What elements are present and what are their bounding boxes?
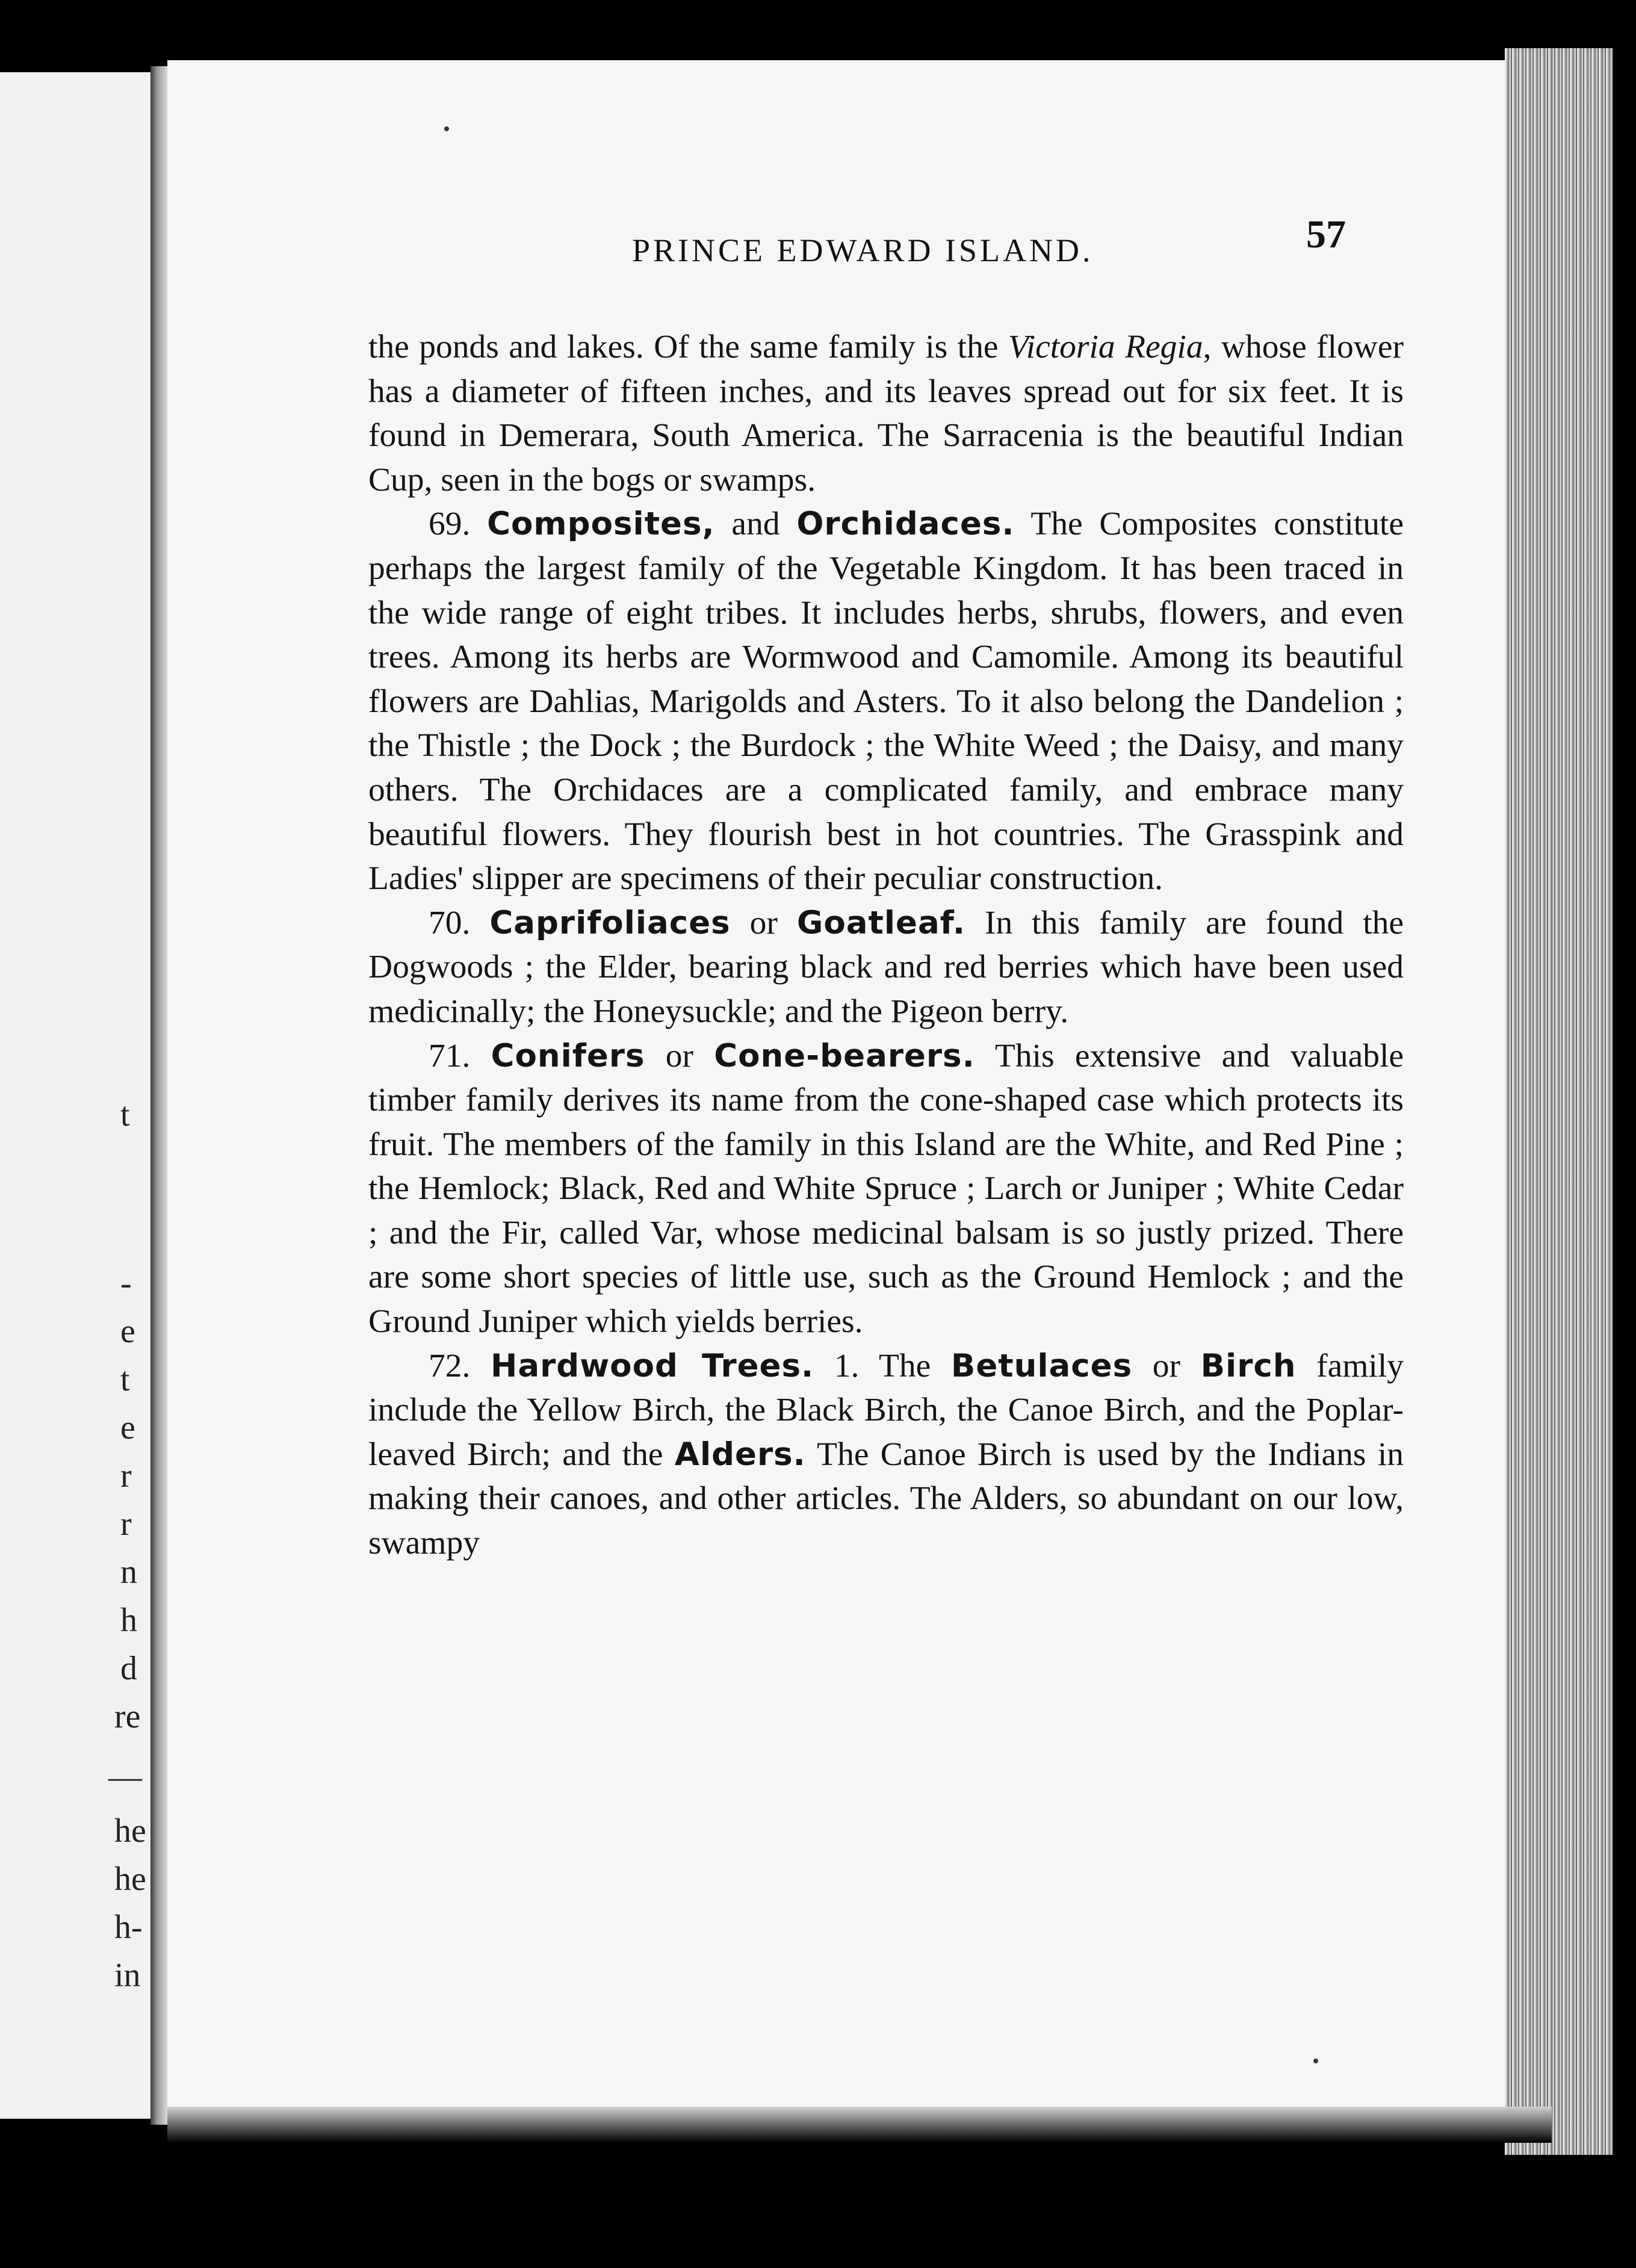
paragraph-71 (368, 1034, 1404, 1344)
text: family include the Yellow Birch, the Black Birch, the Canoe Birch, and the Poplar-leaved Birch; and the (368, 1347, 1404, 1473)
heading: Composites, (487, 506, 715, 543)
section-number: 69. (429, 506, 488, 543)
heading: Goatleaf. (796, 904, 966, 941)
text: 1. The (814, 1347, 951, 1384)
speck (444, 126, 449, 131)
fragment: in (114, 1957, 141, 1994)
text: the ponds and lakes. Of the same family is the (368, 329, 1008, 365)
text: or (1132, 1347, 1201, 1384)
gutter-shadow (150, 66, 167, 2125)
paragraph-72 (368, 1344, 1404, 1566)
page-bottom-shadow (167, 2107, 1552, 2143)
paragraph-continuation (368, 325, 1404, 502)
text: This extensive and valuable timber family derives its name from the cone-shaped case which protects its fruit. The members of the family in this Island are the White, and Red Pine ; the Hemlock; Black, Red and White Spruce ; Larch or Juniper ; White Cedar ; and the Fir, called Var, whose medicinal balsam is so justly prized. There are some short species of little use, such as the Ground Hemlock ; and the Ground Juniper which yields berries. (368, 1037, 1404, 1340)
paragraph-69 (368, 502, 1404, 900)
fragment: e (120, 1313, 135, 1350)
fragment: he (114, 1861, 146, 1898)
heading: Orchidaces. (796, 506, 1015, 543)
fragment: d (120, 1650, 137, 1687)
text: or (645, 1037, 714, 1074)
text: In this family are found the Dogwoods ; the Elder, bearing black and red berries which have been used medicinally; the Honeysuckle; and the Pigeon berry. (368, 904, 1404, 1030)
page-stack-edges (1505, 48, 1613, 2155)
fragment: e (120, 1409, 135, 1446)
fragment: r (120, 1457, 132, 1495)
text: The Canoe Birch is used by the Indians in making their canoes, and other articles. The Alders, so abundant on our low, swampy (368, 1436, 1404, 1562)
section-number: 70. (429, 904, 490, 941)
heading: Birch (1200, 1347, 1297, 1384)
heading: Caprifoliaces (489, 904, 731, 941)
speck (1313, 2059, 1318, 2063)
section-number: 72. (429, 1347, 491, 1384)
fragment: t (120, 1361, 130, 1398)
fragment: n (120, 1554, 137, 1591)
heading: Betulaces (950, 1347, 1133, 1384)
fragment: - (120, 1265, 132, 1302)
fragment: — (108, 1758, 142, 1796)
text: , whose flower has a diameter of fifteen inches, and its leaves spread out for six feet. It is found in Demerara, South America. The Sarracenia is the beautiful Indian Cup, seen in the bogs or swamps. (368, 329, 1404, 498)
heading: Cone-bearers. (714, 1037, 975, 1074)
text: or (730, 904, 797, 941)
section-number: 71. (429, 1037, 491, 1074)
running-title: PRINCE EDWARD ISLAND. (632, 232, 1094, 268)
italic-name: Victoria Regia (1008, 329, 1203, 365)
heading: Alders. (674, 1436, 806, 1473)
fragment: t (120, 1096, 130, 1133)
body-text (368, 325, 1404, 1566)
heading: Conifers (491, 1037, 645, 1074)
text: and (714, 506, 797, 543)
paragraph-70 (368, 901, 1404, 1034)
fragment: re (114, 1698, 141, 1735)
fragment: r (120, 1505, 132, 1543)
previous-page-edge (0, 72, 150, 2119)
text: The Composites constitute perhaps the largest family of the Vegetable Kingdom. It has been traced in the wide range of eight tribes. It includes herbs, shrubs, flowers, and even trees. Among its herbs are Wormwood and Camomile. Among its beautiful flowers are Dahlias, Marigolds and Asters. To it also belong the Dandelion ; the Thistle ; the Dock ; the Burdock ; the White Weed ; the Daisy, and many others. The Orchidaces are a complicated family, and embrace many beautiful flowers. They flourish best in hot countries. The Grasspink and Ladies' slipper are specimens of their peculiar construction. (368, 506, 1404, 897)
fragment: he (114, 1812, 146, 1850)
heading: Hardwood Trees. (491, 1347, 814, 1384)
page-number: 57 (1306, 212, 1346, 256)
fragment: h (120, 1602, 137, 1639)
fragment: h- (114, 1909, 143, 1946)
